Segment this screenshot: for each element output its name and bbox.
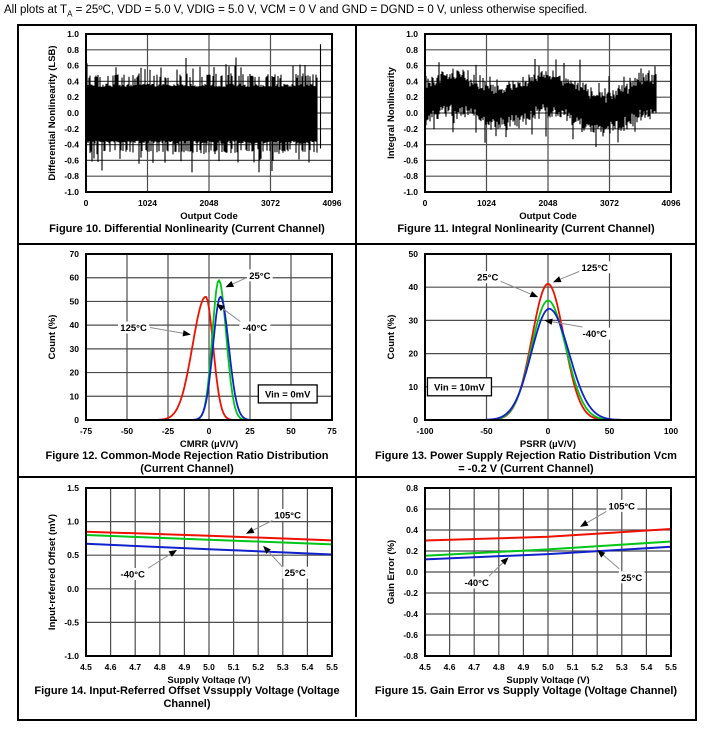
- svg-text:CMRR (µV/V): CMRR (µV/V): [179, 439, 238, 449]
- svg-text:0.4: 0.4: [405, 76, 418, 87]
- svg-text:2048: 2048: [199, 198, 218, 208]
- svg-text:3072: 3072: [260, 198, 280, 208]
- fig10-plot-svg: [19, 26, 356, 222]
- fig10-chart: [19, 26, 356, 222]
- svg-text:4.6: 4.6: [104, 662, 117, 672]
- svg-text:-40°C: -40°C: [463, 578, 489, 589]
- svg-text:-0.6: -0.6: [63, 155, 79, 166]
- svg-text:Gain Error (%): Gain Error (%): [385, 539, 397, 605]
- svg-text:5.2: 5.2: [590, 662, 603, 672]
- svg-text:60: 60: [69, 272, 79, 283]
- fig13-chart: [358, 245, 695, 449]
- svg-text:-0.6: -0.6: [402, 155, 418, 166]
- svg-text:50: 50: [285, 426, 296, 436]
- fig10-caption: Figure 10. Differential Nonlinearity (Current Channel): [49, 223, 325, 235]
- fig14-chart: [19, 478, 356, 684]
- svg-text:0.2: 0.2: [405, 92, 418, 103]
- figure-10-panel: [19, 26, 357, 245]
- svg-text:4.8: 4.8: [153, 662, 166, 672]
- svg-text:4.6: 4.6: [443, 662, 456, 672]
- svg-text:0: 0: [83, 198, 88, 208]
- svg-text:1.0: 1.0: [66, 29, 79, 39]
- svg-text:1.0: 1.0: [405, 29, 418, 39]
- svg-text:1.5: 1.5: [66, 483, 79, 493]
- figure-12-panel: [19, 245, 357, 478]
- svg-text:-0.8: -0.8: [402, 171, 418, 182]
- svg-text:0.2: 0.2: [405, 546, 418, 556]
- svg-text:-0.2: -0.2: [402, 588, 418, 598]
- svg-text:125°C: 125°C: [119, 323, 147, 335]
- svg-text:5.2: 5.2: [251, 662, 264, 672]
- svg-text:PSRR (µV/V): PSRR (µV/V): [519, 439, 576, 449]
- svg-text:Output Code: Output Code: [179, 211, 238, 222]
- svg-text:-0.8: -0.8: [402, 651, 418, 661]
- svg-text:-0.5: -0.5: [63, 617, 79, 628]
- svg-text:0.6: 0.6: [405, 60, 418, 71]
- svg-text:Input-referred Offset (mV): Input-referred Offset (mV): [46, 513, 58, 631]
- svg-text:0: 0: [422, 198, 427, 208]
- svg-text:Supply Voltage (V): Supply Voltage (V): [505, 675, 590, 684]
- fig12-caption: Figure 12. Common-Mode Rejection Ratio Distribution (Current Channel): [45, 450, 329, 476]
- fig12-chart: [19, 245, 356, 449]
- svg-text:25°C: 25°C: [476, 272, 498, 284]
- fig15-plot-svg: [358, 478, 695, 684]
- svg-text:20: 20: [408, 348, 418, 359]
- svg-text:-40°C: -40°C: [582, 329, 607, 341]
- svg-text:25°C: 25°C: [283, 568, 306, 580]
- svg-text:Output Code: Output Code: [518, 211, 577, 222]
- svg-text:Integral Nonlinearity: Integral Nonlinearity: [385, 67, 397, 159]
- svg-text:0.2: 0.2: [66, 92, 79, 103]
- svg-text:-50: -50: [479, 426, 493, 436]
- svg-text:-0.4: -0.4: [402, 609, 418, 619]
- svg-text:5.4: 5.4: [300, 662, 313, 672]
- svg-text:0.5: 0.5: [66, 550, 79, 561]
- svg-text:105°C: 105°C: [608, 501, 635, 513]
- svg-text:-1.0: -1.0: [63, 187, 79, 197]
- svg-text:1024: 1024: [137, 198, 157, 208]
- svg-text:-0.6: -0.6: [402, 630, 418, 640]
- fig13-caption: Figure 13. Power Supply Rejection Ratio Distribution Vcm = -0.2 V (Current Channel): [375, 450, 677, 476]
- conditions-text-rest: = 25ºC, VDD = 5.0 V, VDIG = 5.0 V, VCM = 0 V and GND = DGND = 0 V, unless otherwise specified.: [72, 4, 588, 16]
- svg-text:25: 25: [244, 426, 255, 436]
- svg-text:0: 0: [206, 426, 211, 436]
- svg-text:Differential Nonlinearity (LSB: Differential Nonlinearity (LSB): [46, 45, 58, 181]
- svg-text:-0.2: -0.2: [63, 123, 79, 134]
- svg-text:5.0: 5.0: [541, 662, 554, 672]
- figure-11-panel: [357, 26, 695, 245]
- svg-text:5.3: 5.3: [615, 662, 628, 672]
- svg-text:75: 75: [326, 426, 337, 436]
- svg-text:-1.0: -1.0: [402, 187, 418, 197]
- svg-text:4.9: 4.9: [177, 662, 190, 672]
- svg-text:125°C: 125°C: [580, 262, 608, 274]
- svg-text:10: 10: [69, 391, 79, 402]
- svg-text:-100: -100: [415, 426, 434, 436]
- svg-text:40: 40: [69, 320, 79, 331]
- svg-text:4.5: 4.5: [79, 662, 92, 672]
- svg-text:0.8: 0.8: [66, 44, 79, 55]
- svg-text:4.7: 4.7: [467, 662, 480, 672]
- svg-text:40: 40: [408, 282, 418, 293]
- svg-text:50: 50: [408, 249, 418, 259]
- svg-text:0.6: 0.6: [405, 504, 418, 514]
- fig15-caption: Figure 15. Gain Error vs Supply Voltage (Voltage Channel): [374, 685, 678, 697]
- svg-text:30: 30: [69, 343, 79, 354]
- svg-text:70: 70: [69, 249, 79, 259]
- svg-text:0.0: 0.0: [405, 108, 418, 118]
- svg-text:0: 0: [412, 415, 418, 425]
- svg-text:-50: -50: [120, 426, 133, 436]
- svg-text:0.8: 0.8: [405, 483, 418, 493]
- svg-text:5.1: 5.1: [566, 662, 579, 672]
- svg-text:1.0: 1.0: [66, 516, 79, 527]
- svg-text:4.5: 4.5: [418, 662, 431, 672]
- figure-14-panel: [19, 478, 357, 717]
- svg-text:0.0: 0.0: [405, 567, 418, 577]
- svg-text:50: 50: [69, 296, 79, 307]
- svg-text:0.0: 0.0: [66, 108, 79, 118]
- svg-text:4096: 4096: [661, 198, 680, 208]
- fig12-plot-svg: [19, 245, 356, 449]
- svg-text:-0.4: -0.4: [402, 139, 418, 150]
- svg-text:Vin = 0mV: Vin = 0mV: [264, 389, 310, 401]
- conditions-note: [4, 4, 587, 18]
- svg-text:Vin = 10mV: Vin = 10mV: [433, 382, 485, 394]
- svg-text:10: 10: [408, 381, 418, 392]
- svg-text:30: 30: [408, 315, 418, 326]
- svg-text:5.5: 5.5: [664, 662, 677, 672]
- svg-text:5.4: 5.4: [639, 662, 652, 672]
- svg-text:20: 20: [69, 367, 79, 378]
- conditions-text-prefix: All plots at T: [4, 4, 68, 16]
- svg-text:5.5: 5.5: [325, 662, 338, 672]
- svg-text:4.9: 4.9: [516, 662, 529, 672]
- svg-text:25°C: 25°C: [248, 270, 270, 282]
- svg-text:1024: 1024: [476, 198, 496, 208]
- conditions-subscript: A: [67, 9, 73, 19]
- fig15-chart: [358, 478, 695, 684]
- fig11-chart: [358, 26, 695, 222]
- svg-text:4.7: 4.7: [128, 662, 141, 672]
- svg-text:-1.0: -1.0: [63, 651, 79, 661]
- svg-text:5.3: 5.3: [276, 662, 289, 672]
- svg-text:0.0: 0.0: [66, 583, 79, 594]
- svg-text:Supply Voltage (V): Supply Voltage (V): [166, 675, 251, 684]
- svg-text:0.4: 0.4: [66, 76, 79, 87]
- svg-text:0: 0: [73, 415, 79, 425]
- svg-text:50: 50: [604, 426, 614, 436]
- svg-text:4096: 4096: [322, 198, 341, 208]
- svg-text:0.6: 0.6: [66, 60, 79, 71]
- svg-text:0: 0: [545, 426, 550, 436]
- svg-text:0.4: 0.4: [405, 525, 418, 535]
- svg-text:4.8: 4.8: [492, 662, 505, 672]
- svg-text:-0.8: -0.8: [63, 171, 79, 182]
- fig11-caption: Figure 11. Integral Nonlinearity (Current Channel): [397, 223, 655, 235]
- svg-text:105°C: 105°C: [273, 510, 301, 522]
- svg-text:0.8: 0.8: [405, 44, 418, 55]
- fig11-plot-svg: [358, 26, 695, 222]
- svg-text:-0.4: -0.4: [63, 139, 79, 150]
- fig14-plot-svg: [19, 478, 356, 684]
- plots-grid: [17, 24, 697, 721]
- svg-text:2048: 2048: [538, 198, 557, 208]
- figure-13-panel: [357, 245, 695, 478]
- svg-text:-40°C: -40°C: [242, 323, 267, 335]
- svg-text:-0.2: -0.2: [402, 123, 418, 134]
- svg-text:3072: 3072: [599, 198, 619, 208]
- svg-text:-75: -75: [79, 426, 92, 436]
- svg-text:25°C: 25°C: [620, 572, 642, 584]
- svg-text:-40°C: -40°C: [120, 569, 145, 581]
- figure-15-panel: [357, 478, 695, 717]
- svg-text:Count (%): Count (%): [385, 314, 397, 360]
- svg-text:Count (%): Count (%): [46, 314, 58, 360]
- fig14-caption: Figure 14. Input-Referred Offset Vssupply Voltage (Voltage Channel): [34, 685, 340, 711]
- svg-text:-25: -25: [161, 426, 174, 436]
- svg-text:100: 100: [663, 426, 678, 436]
- svg-text:5.0: 5.0: [202, 662, 215, 672]
- fig13-plot-svg: [358, 245, 695, 449]
- svg-text:5.1: 5.1: [227, 662, 240, 672]
